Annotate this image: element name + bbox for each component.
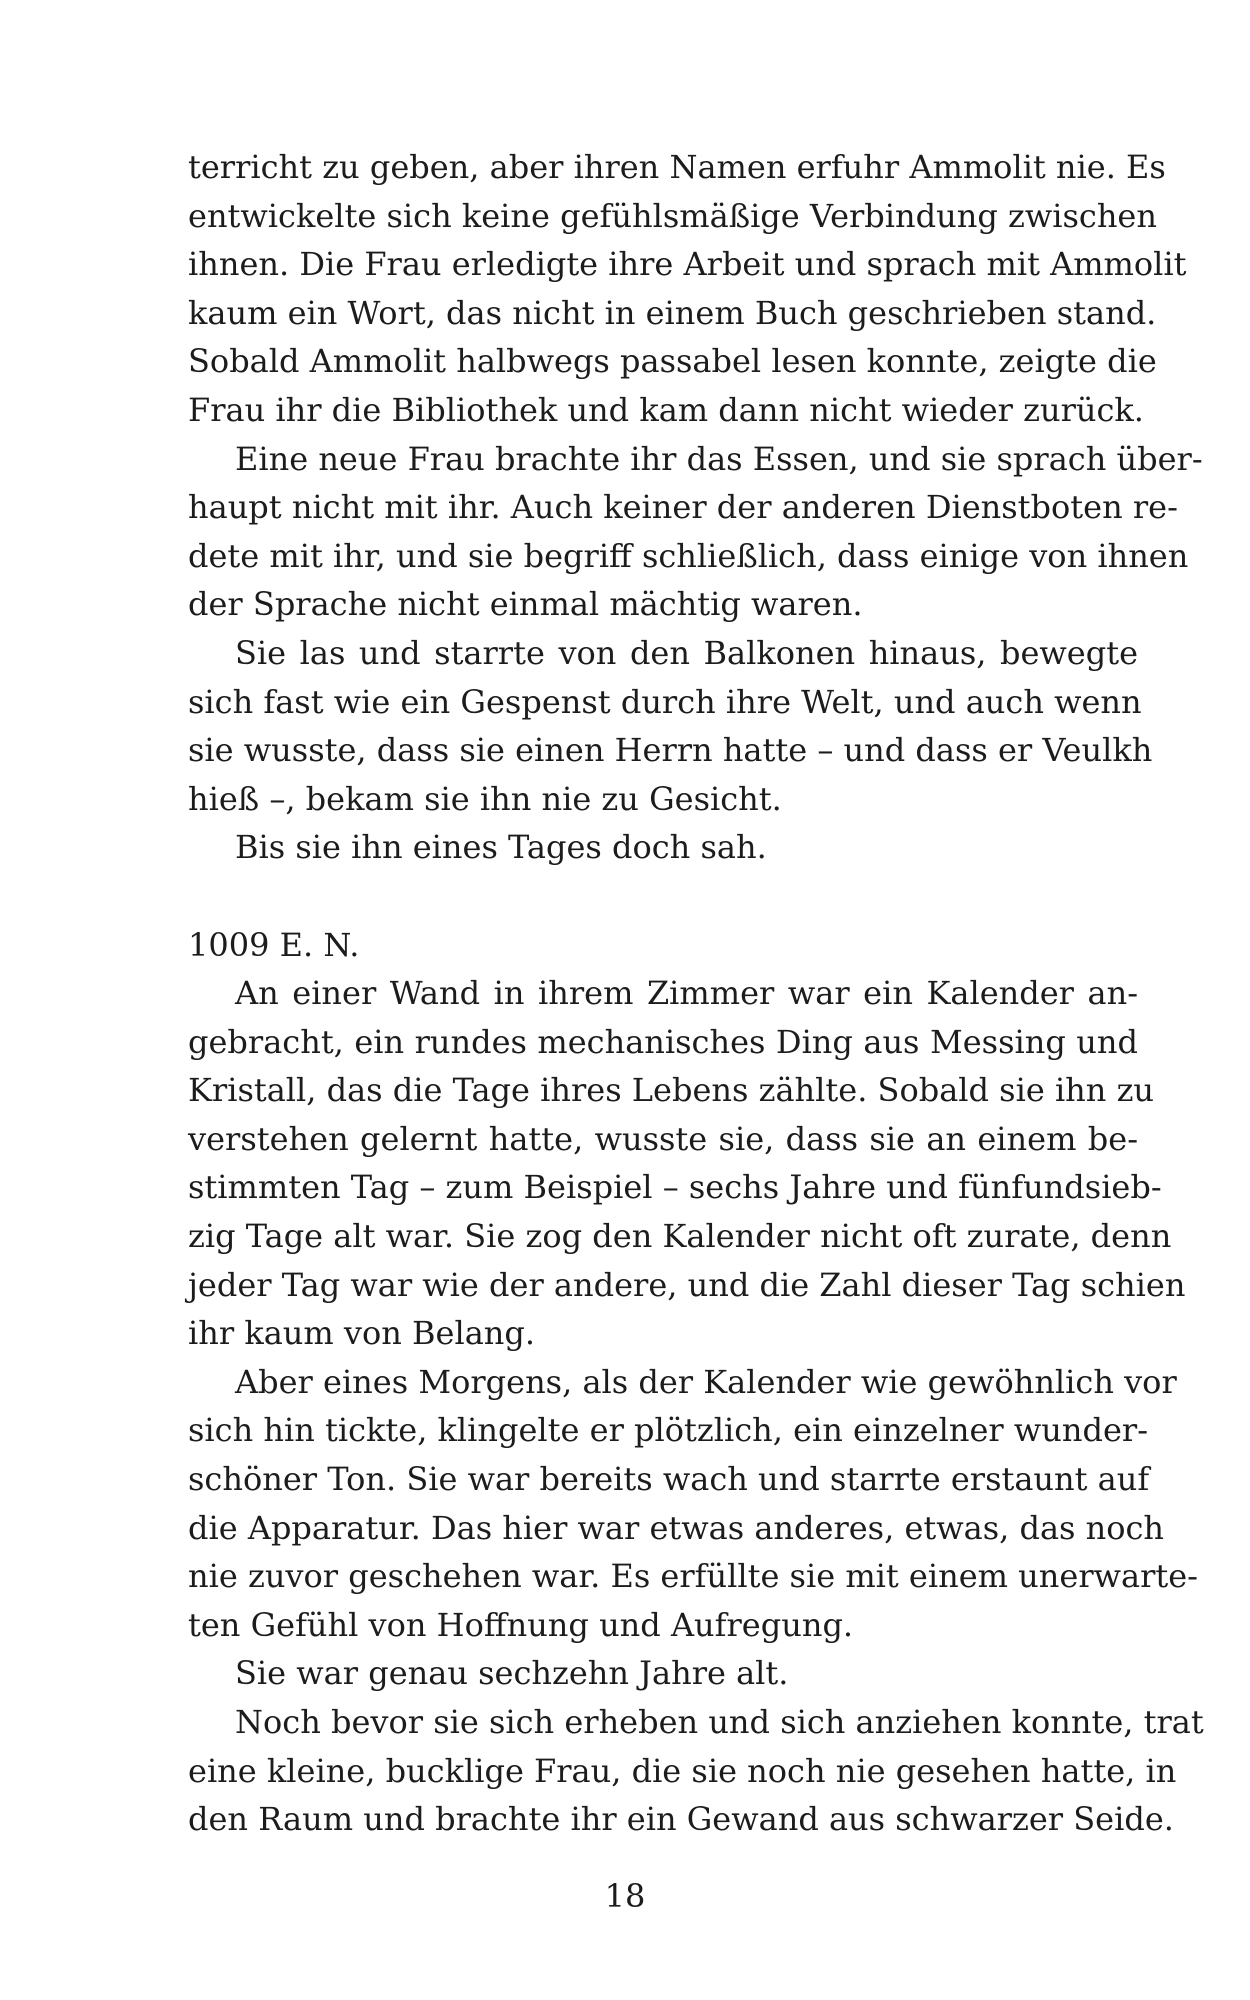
text-line: Frau ihr die Bibliothek und kam dann nicht wieder zurück. bbox=[188, 390, 1144, 429]
text-line: hieß –, bekam sie ihn nie zu Gesicht. bbox=[188, 779, 782, 818]
text-line: gebracht, ein rundes mechanisches Ding aus Messing und bbox=[188, 1022, 1138, 1061]
text-line: nie zuvor geschehen war. Es erfüllte sie mit einem unerwarte- bbox=[188, 1557, 1198, 1596]
text-line: eine kleine, bucklige Frau, die sie noch nie gesehen hatte, in bbox=[188, 1751, 1177, 1790]
text-line: Sie war genau sechzehn Jahre alt. bbox=[235, 1654, 789, 1693]
section-break bbox=[188, 872, 1138, 921]
text-line: stimmten Tag – zum Beispiel – sechs Jahre und fünfundsieb- bbox=[188, 1168, 1162, 1207]
text-line: kaum ein Wort, das nicht in einem Buch geschrieben stand. bbox=[188, 293, 1157, 332]
text-line: ihr kaum von Belang. bbox=[188, 1314, 536, 1353]
text-line: An einer Wand in ihrem Zimmer war ein Kalender an- bbox=[235, 974, 1138, 1013]
body-text bbox=[188, 143, 1204, 1844]
text-line: haupt nicht mit ihr. Auch keiner der anderen Dienstboten re- bbox=[188, 488, 1178, 527]
text-line: sie wusste, dass sie einen Herrn hatte – und dass er Veulkh bbox=[188, 731, 1153, 770]
text-line: Bis sie ihn eines Tages doch sah. bbox=[235, 828, 767, 867]
section-date-heading: 1009 E. N. bbox=[188, 925, 360, 964]
text-line: Sie las und starrte von den Balkonen hinaus, bewegte bbox=[235, 633, 1138, 672]
text-line: Noch bevor sie sich erheben und sich anziehen konnte, trat bbox=[235, 1703, 1204, 1741]
text-line: Sobald Ammolit halbwegs passabel lesen konnte, zeigte die bbox=[188, 342, 1157, 381]
text-line: schöner Ton. Sie war bereits wach und starrte erstaunt auf bbox=[188, 1460, 1150, 1499]
page-number: 18 bbox=[604, 1877, 646, 1915]
text-line: zig Tage alt war. Sie zog den Kalender nicht oft zurate, denn bbox=[188, 1217, 1172, 1256]
text-line: Kristall, das die Tage ihres Lebens zählte. Sobald sie ihn zu bbox=[188, 1071, 1155, 1110]
text-line: dete mit ihr, und sie begriff schließlich, dass einige von ihnen bbox=[188, 536, 1189, 575]
text-line: ten Gefühl von Hoffnung und Aufregung. bbox=[188, 1605, 854, 1644]
text-line: den Raum und brachte ihr ein Gewand aus schwarzer Seide. bbox=[188, 1800, 1174, 1839]
text-line: jeder Tag war wie der andere, und die Zahl dieser Tag schien bbox=[188, 1265, 1186, 1304]
text-line: verstehen gelernt hatte, wusste sie, dass sie an einem be- bbox=[188, 1119, 1138, 1158]
text-line: entwickelte sich keine gefühlsmäßige Verbindung zwischen bbox=[188, 196, 1157, 235]
text-line: ihnen. Die Frau erledigte ihre Arbeit und sprach mit Ammolit bbox=[188, 245, 1187, 284]
text-line: sich hin tickte, klingelte er plötzlich, ein einzelner wunder- bbox=[188, 1411, 1148, 1450]
text-line: Aber eines Morgens, als der Kalender wie gewöhnlich vor bbox=[235, 1362, 1177, 1401]
text-line: terricht zu geben, aber ihren Namen erfuhr Ammolit nie. Es bbox=[188, 148, 1166, 186]
text-line: die Apparatur. Das hier war etwas anderes, etwas, das noch bbox=[188, 1508, 1165, 1547]
text-line: Eine neue Frau brachte ihr das Essen, und sie sprach über- bbox=[235, 439, 1203, 478]
text-line: sich fast wie ein Gespenst durch ihre Welt, und auch wenn bbox=[188, 682, 1142, 721]
text-line: der Sprache nicht einmal mächtig waren. bbox=[188, 585, 863, 624]
